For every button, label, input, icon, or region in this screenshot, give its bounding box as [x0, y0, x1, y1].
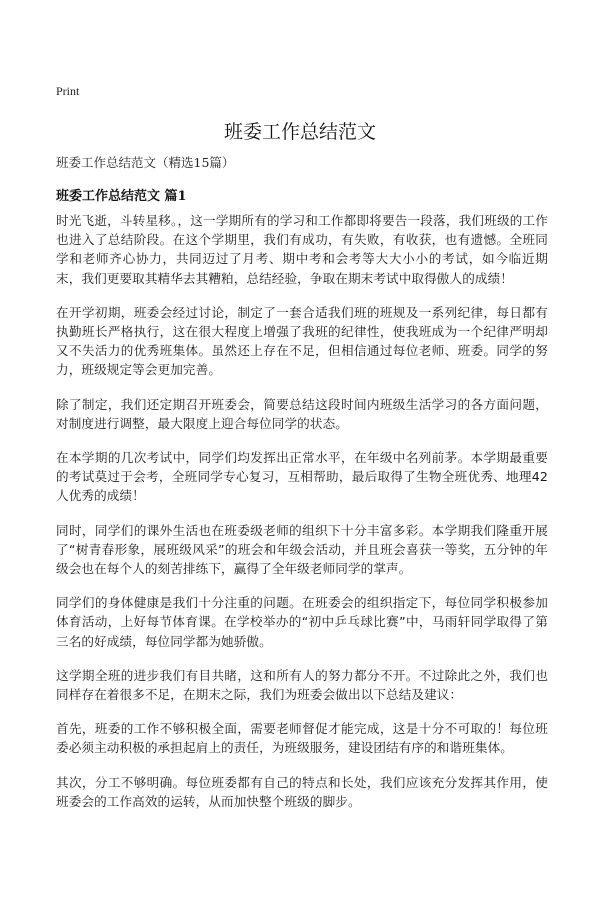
section-heading: 班委工作总结范文 篇1 — [56, 189, 187, 204]
document-title: 班委工作总结范文 — [223, 121, 376, 143]
paragraph: 在本学期的几次考试中，同学们均发挥出正常水平，在年级中名列前茅。本学期最重要的考试莫过于会考，全班同学专心复习，互相帮助，最后取得了生物全班优秀、地理42人优秀的成绩！ — [56, 450, 548, 504]
paragraph: 同学们的身体健康是我们十分注重的问题。在班委会的组织指定下，每位同学积极参加体育活动，上好每节体育课。在学校举办的“初中乒乓球比赛”中，马雨轩同学取得了第三名的好成绩，每位同学都为她骄傲。 — [56, 595, 548, 649]
paragraph: 除了制定，我们还定期召开班委会，简要总结这段时间内班级生活学习的各方面问题，对制度进行调整，最大限度上迎合每位同学的状态。 — [56, 396, 548, 431]
paragraph: 时光飞逝，斗转星移。，这一学期所有的学习和工作都即将要告一段落，我们班级的工作也进入了总结阶段。在这个学期里，我们有成功，有失败，有收获，也有遗憾。全班同学和老师齐心协力，共同迈过了月考、期中考和会考等大大小小的考试，如今临近期末，我们更要取其精华去其糟粕，总结经验，争取在期末考试中取得傲人的成绩！ — [56, 213, 548, 286]
paragraph: 在开学初期，班委会经过讨论，制定了一套合适我们班的班规及一系列纪律，每日都有执勤班长严格执行，这在很大程度上增强了我班的纪律性，使我班成为一个纪律严明却又不失活力的优秀班集体。虽然还上存在不足，但相信通过每位老师、班委。同学的努力，班级规定等会更加完善。 — [56, 304, 548, 378]
paragraph: 其次，分工不够明确。每位班委都有自己的特点和长处，我们应该充分发挥其作用，使班委会的工作高效的运转，从而加快整个班级的脚步。 — [56, 774, 548, 809]
document-subtitle: 班委工作总结范文（精选15篇） — [56, 155, 235, 170]
document-body — [56, 211, 548, 826]
paragraph: 这学期全班的进步我们有目共睹，这和所有人的努力都分不开。不过除此之外，我们也同样存在着很多不足，在期末之际，我们为班委会做出以下总结及建议： — [56, 667, 548, 703]
print-label: Print — [56, 84, 80, 98]
paragraph: 同时，同学们的课外生活也在班委级老师的组织下十分丰富多彩。本学期我们隆重开展了“树青春形象，展班级风采”的班会和年级会活动，并且班会喜获一等奖，五分钟的年级会也在每个人的刻苦排练下，赢得了全年级老师同学的掌声。 — [56, 522, 548, 577]
paragraph: 首先，班委的工作不够积极全面，需要老师督促才能完成，这是十分不可取的！每位班委必须主动积极的承担起肩上的责任，为班级服务，建设团结有序的和谐班集体。 — [56, 721, 548, 756]
